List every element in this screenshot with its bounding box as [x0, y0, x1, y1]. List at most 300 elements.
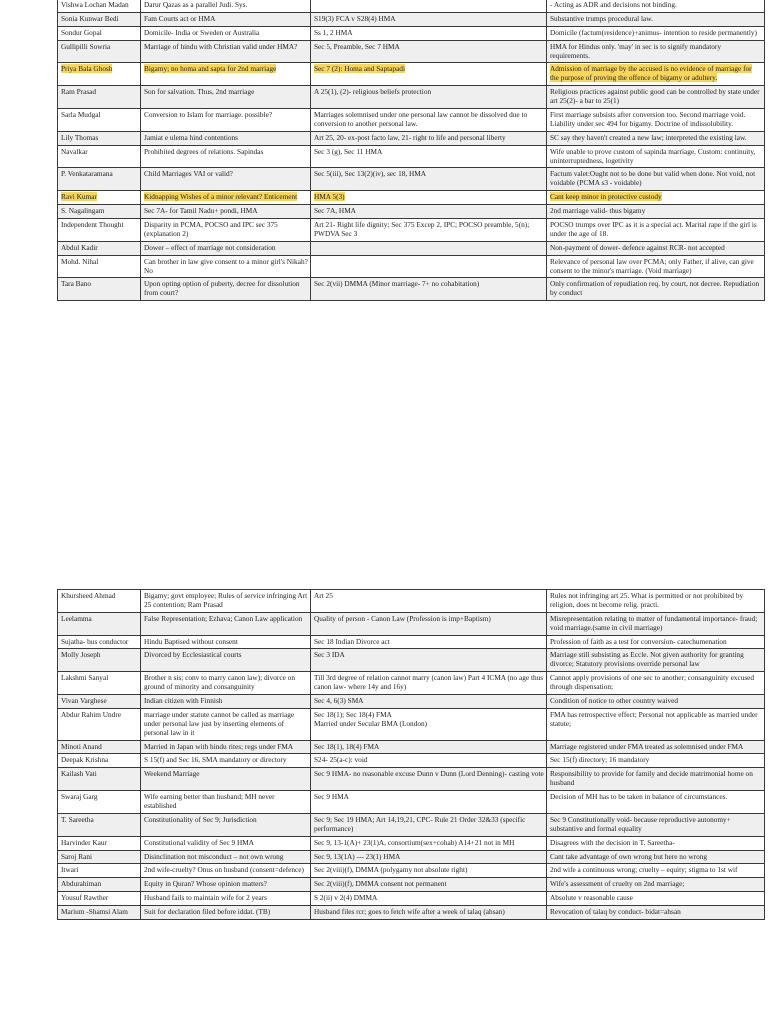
issue-cell [141, 590, 311, 613]
provision-cell-text: Sec 4, 6(3) SMA [314, 696, 364, 706]
holding-cell-text: Revocation of talaq by conduct- bidat=ahsan [550, 907, 681, 917]
holding-cell-text: Cant keep minor in protective custody [550, 192, 662, 202]
case-name-cell-text: Leelamma [61, 613, 92, 623]
provision-cell [311, 906, 547, 920]
issue-cell [141, 109, 311, 132]
provision-cell [311, 191, 547, 205]
table-row [58, 145, 765, 168]
provision-cell-text: Sec 2(viii)(f), DMMA consent not permanent [314, 879, 447, 889]
issue-cell [141, 612, 311, 635]
case-name-cell-text: Saroj Rani [61, 851, 93, 861]
issue-cell-text: Bigamy; no homa and sapta for 2nd marriage [144, 64, 277, 74]
holding-cell [547, 205, 765, 219]
issue-cell-text: Weekend Marriage [144, 769, 200, 779]
issue-cell-text: Constitutionality of Sec 9; Jurisdiction [144, 814, 257, 824]
holding-cell-text: - Acting as ADR and decisions not binding. [550, 0, 677, 9]
holding-cell [547, 26, 765, 40]
case-name-cell-text: Lily Thomas [61, 132, 99, 142]
case-name-cell-text: Independent Thought [61, 220, 124, 230]
provision-cell [311, 708, 547, 740]
case-name-cell-text: Abdul Kadir [61, 242, 98, 252]
table-row [58, 109, 765, 132]
table-row [58, 906, 765, 920]
issue-cell [141, 649, 311, 672]
case-name-cell-text: Swaraj Garg [61, 792, 98, 802]
holding-cell [547, 40, 765, 63]
case-name-cell-text: Minoti Anand [61, 741, 102, 751]
notes-table-page-2 [57, 589, 764, 920]
table-row [58, 219, 765, 242]
issue-cell [141, 255, 311, 278]
provision-cell-text: Sec 5(iii), Sec 13(2)(iv), sec 18, HMA [314, 169, 427, 179]
case-name-cell [58, 131, 141, 145]
issue-cell-text: Upon opting option of puberty, decree for dissolution from court? [144, 279, 300, 298]
issue-cell [141, 754, 311, 768]
provision-cell [311, 695, 547, 709]
provision-cell [311, 241, 547, 255]
case-name-cell [58, 754, 141, 768]
table-row [58, 40, 765, 63]
holding-cell-text: First marriage subsists after conversion too. Second marriage void. Liability under sec 494 for bigamy. Doctrine of indissolubility. [550, 110, 746, 128]
case-name-cell [58, 708, 141, 740]
case-name-cell-text: Sondur Gopal [61, 27, 102, 37]
holding-cell [547, 0, 765, 12]
provision-cell [311, 740, 547, 754]
issue-cell-text: Conversion to Islam for marriage. possible? [144, 110, 273, 120]
provision-cell [311, 109, 547, 132]
issue-cell [141, 241, 311, 255]
issue-cell [141, 892, 311, 906]
case-name-cell-text: Khursheed Ahmad [61, 591, 116, 600]
provision-cell-text: Sec 9, 13(1A) --- 23(1) HMA [314, 851, 401, 861]
case-name-cell-text: Ram Prasad [61, 87, 97, 97]
case-table-top [57, 0, 765, 301]
provision-cell [311, 635, 547, 649]
table-row [58, 205, 765, 219]
holding-cell-text: Sec 9 Constitutionally void- because reproductive autonomy+ substantive and formal equality [550, 814, 731, 833]
holding-cell-text: Relevance of personal law over PCMA; only Father, if alive, can give consent to the minor's marriage. (Void marriage) [550, 256, 754, 275]
issue-cell-text: S 15(f) and Sec 16, SMA mandatory or directory [144, 755, 287, 765]
provision-cell [311, 219, 547, 242]
holding-cell [547, 219, 765, 242]
issue-cell-text: Dower – effect of marriage not consideration [144, 242, 276, 252]
holding-cell-text: Cant take advantage of own wrong but here no wrong [550, 851, 708, 861]
case-name-cell [58, 672, 141, 695]
provision-cell [311, 813, 547, 836]
issue-cell-text: Equity in Quran? Whose opinion matters? [144, 879, 267, 889]
holding-cell-text: Rules not infringing art 25. What is permitted or not prohibited by religion, does nt become relig. practi. [550, 591, 744, 609]
provision-cell [311, 590, 547, 613]
case-name-cell [58, 26, 141, 40]
table-row [58, 813, 765, 836]
holding-cell [547, 850, 765, 864]
table-row [58, 612, 765, 635]
case-name-cell-text: Sarla Mudgal [61, 110, 101, 120]
provision-cell [311, 850, 547, 864]
case-name-cell [58, 635, 141, 649]
holding-cell [547, 791, 765, 814]
holding-cell-text: Condition of notice to other country waived [550, 696, 679, 706]
issue-cell [141, 850, 311, 864]
holding-cell [547, 864, 765, 878]
case-table-bottom [57, 589, 765, 920]
case-name-cell-text: Kailash Vati [61, 769, 97, 779]
table-row [58, 131, 765, 145]
table-row [58, 635, 765, 649]
holding-cell [547, 612, 765, 635]
issue-cell [141, 191, 311, 205]
issue-cell-text: Hindu Baptised without consent [144, 636, 238, 646]
holding-cell [547, 635, 765, 649]
provision-cell-text: A 25(1), (2)- religious beliefs protection [314, 87, 432, 97]
provision-cell-text: Sec 2(vii) DMMA (Minor marriage- 7+ no cohabitation) [314, 279, 480, 289]
provision-cell-text: Sec 7 (2): Homa and Saptapadi [314, 64, 405, 74]
case-name-cell [58, 168, 141, 191]
holding-cell [547, 740, 765, 754]
case-name-cell [58, 219, 141, 242]
issue-cell-text: Darur Qazas as a parallel Judi. Sys. [144, 0, 248, 9]
holding-cell-text: Profession of faith as a test for conversion- catechumenation [550, 636, 727, 646]
provision-cell-text: Sec 9; Sec 19 HMA; Art 14,19,21, CPC- Rule 21 Order 32&33 (specific performance) [314, 814, 526, 833]
provision-cell-text: Sec 9 HMA [314, 792, 349, 802]
case-name-cell-text: Abdurahiman [61, 879, 102, 889]
provision-cell-text: S19(3) FCA v S28(4) HMA [314, 13, 396, 23]
holding-cell [547, 878, 765, 892]
provision-cell-text: Sec 3 IDA [314, 650, 345, 660]
issue-cell [141, 12, 311, 26]
holding-cell-text: 2nd marriage valid- thus bigamy [550, 206, 646, 216]
provision-cell-text: Sec 3 (g), Sec 11 HMA [314, 146, 383, 156]
table-row [58, 590, 765, 613]
case-name-cell-text: Deepak Krishna [61, 755, 109, 765]
issue-cell-text: Wife earning better than husband; MH never established [144, 792, 275, 811]
case-name-cell-text: Mohd. Nihal [61, 256, 99, 266]
holding-cell-text: POCSO trumps over IPC as it is a special act. Marital rape if the girl is under the age of 18. [550, 220, 757, 238]
provision-cell-text: Husband files rcr; goes to fetch wife after a week of talaq (ahsan) [314, 907, 505, 917]
issue-cell-text: Sec 7A- for Tamil Nadu+ pondi, HMA [144, 206, 258, 216]
case-name-cell [58, 791, 141, 814]
issue-cell-text: Child Marriages VAI or valid? [144, 169, 233, 179]
provision-cell-text: Sec 7A, HMA [314, 206, 356, 216]
holding-cell-text: Religious practices against public good can be controlled by state under art 25(2)- a bar to 25(1) [550, 87, 760, 106]
case-name-cell-text: Marium -Shamsi Alam [61, 907, 128, 917]
table-row [58, 26, 765, 40]
holding-cell-text: Wife's assessment of cruelty on 2nd marriage; [550, 879, 685, 889]
case-name-cell [58, 86, 141, 109]
case-name-cell [58, 0, 141, 12]
table-row [58, 0, 765, 12]
case-name-cell-text: Vishwa Lochan Madan [61, 0, 129, 9]
holding-cell-text: Factum valet:Ought not to be done but valid when done. Not void, not voidable (PCMA s3 - voidable) [550, 169, 756, 188]
issue-cell [141, 278, 311, 301]
issue-cell-text: 2nd wife-cruelty? Onus on husband (consent=defence) [144, 865, 304, 875]
issue-cell [141, 40, 311, 63]
issue-cell [141, 672, 311, 695]
issue-cell [141, 791, 311, 814]
holding-cell-text: Misrepresentation relating to matter of fundamental importance- fraud; void marriage.(same in civil marriage) [550, 613, 758, 632]
provision-cell-text: S24- 25(a-c): void [314, 755, 368, 765]
holding-cell [547, 708, 765, 740]
provision-cell [311, 0, 547, 12]
provision-cell-text: Sec 18 Indian Divorce act [314, 636, 390, 646]
provision-cell [311, 26, 547, 40]
table-row [58, 649, 765, 672]
holding-cell-text: Absolute v reasonable cause [550, 893, 633, 903]
provision-cell [311, 278, 547, 301]
issue-cell [141, 86, 311, 109]
provision-cell-text: Sec 5, Preamble, Sec 7 HMA [314, 41, 400, 51]
provision-cell-text: S 2(ii) v 2(4) DMMA [314, 893, 378, 903]
case-name-cell [58, 649, 141, 672]
holding-cell [547, 590, 765, 613]
issue-cell [141, 131, 311, 145]
provision-cell-text: Quality of person - Canon Law (Profession is imp+Baptism) [314, 613, 491, 623]
provision-cell [311, 612, 547, 635]
issue-cell-text: Disinclination not misconduct – not own wrong [144, 851, 284, 861]
holding-cell-text: HMA for Hindus only. 'may' in sec is to signify mandatory requirements. [550, 41, 721, 60]
case-name-cell [58, 740, 141, 754]
holding-cell-text: 2nd wife a continuous wrong; cruelty – equity; stigma to 1st wif [550, 865, 738, 875]
table-row [58, 740, 765, 754]
case-name-cell-text: Tara Bano [61, 279, 92, 289]
case-name-cell-text: Vivan Varghese [61, 696, 107, 706]
provision-cell-text: Sec 9, 13-1(A)+ 23(1)A, consortium(sex+cohab) A14+21 not in MH [314, 837, 515, 847]
case-name-cell [58, 12, 141, 26]
table-row [58, 63, 765, 86]
issue-cell-text: Jamiat e ulema hind contentions [144, 132, 239, 142]
case-name-cell [58, 850, 141, 864]
issue-cell [141, 864, 311, 878]
provision-cell [311, 892, 547, 906]
issue-cell [141, 695, 311, 709]
case-name-cell [58, 145, 141, 168]
issue-cell-text: Bigamy; govt employee; Rules of service infringing Art 25 contention; Ram Prasad [144, 591, 308, 609]
holding-cell-text: Domicile (factum(residence)+animus- intention to reside permanently) [550, 27, 757, 37]
holding-cell [547, 768, 765, 791]
case-name-cell-text: Ravi Kumar [61, 192, 97, 202]
issue-cell-text: Disparity in PCMA, POCSO and IPC sec 375 (explanation 2) [144, 220, 278, 238]
issue-cell [141, 906, 311, 920]
table-row [58, 892, 765, 906]
case-name-cell [58, 255, 141, 278]
case-name-cell [58, 695, 141, 709]
case-name-cell [58, 241, 141, 255]
provision-cell-text: Sec 2(viii)(f), DMMA (polygamy not absolute right) [314, 865, 468, 875]
case-name-cell [58, 109, 141, 132]
case-name-cell-text: S. Nagalingam [61, 206, 105, 216]
case-name-cell-text: Lakshmi Sanyal [61, 673, 109, 683]
case-name-cell [58, 836, 141, 850]
provision-cell-text: Art 25, 20- ex-post facto law, 21- right to life and personal liberty [314, 132, 506, 142]
issue-cell-text: marriage under statute cannot be called as marriage under personal law just by inserting elements of personal law in it [144, 709, 295, 737]
holding-cell [547, 191, 765, 205]
holding-cell [547, 255, 765, 278]
provision-cell [311, 168, 547, 191]
provision-cell [311, 255, 547, 278]
holding-cell [547, 278, 765, 301]
case-name-cell [58, 278, 141, 301]
provision-cell [311, 791, 547, 814]
issue-cell-text: Son for salvation. Thus, 2nd marriage [144, 87, 255, 97]
table-row [58, 864, 765, 878]
provision-cell-text: Till 3rd degree of relation cannot marry (canon law) Part 4 ICMA (no age thus canon law- where 14y and 16y) [314, 673, 544, 692]
provision-cell-text: Marriages solemnised under one personal law cannot be dissolved due to conversion to another personal law. [314, 110, 528, 128]
holding-cell [547, 63, 765, 86]
case-name-cell-text: Yousuf Rawther [61, 893, 109, 903]
issue-cell [141, 63, 311, 86]
provision-cell [311, 672, 547, 695]
case-name-cell [58, 892, 141, 906]
table-row [58, 278, 765, 301]
provision-cell-text: Sec 18(1); Sec 18(4) FMA Married under Secular BMA (London) [314, 709, 428, 728]
table-row [58, 255, 765, 278]
case-name-cell [58, 612, 141, 635]
table-row [58, 850, 765, 864]
case-name-cell [58, 40, 141, 63]
table-row [58, 878, 765, 892]
provision-cell [311, 205, 547, 219]
issue-cell-text: Divorced by Ecclesiastical courts [144, 650, 242, 660]
table-row [58, 754, 765, 768]
case-name-cell-text: P. Venkataramana [61, 169, 113, 179]
case-name-cell-text: Gullipilli Sowria [61, 41, 111, 51]
issue-cell [141, 878, 311, 892]
issue-cell-text: Indian citizen with Finnish [144, 696, 223, 706]
provision-cell [311, 768, 547, 791]
provision-cell [311, 145, 547, 168]
issue-cell [141, 219, 311, 242]
case-name-cell-text: Abdur Rahim Undre [61, 709, 121, 719]
issue-cell [141, 836, 311, 850]
case-name-cell [58, 813, 141, 836]
issue-cell-text: Kidnapping Wishes of a minor relevant? Enticement [144, 192, 298, 202]
table-row [58, 695, 765, 709]
holding-cell [547, 836, 765, 850]
holding-cell [547, 754, 765, 768]
case-name-cell [58, 191, 141, 205]
issue-cell [141, 26, 311, 40]
case-name-cell [58, 590, 141, 613]
holding-cell [547, 649, 765, 672]
case-name-cell [58, 768, 141, 791]
issue-cell [141, 145, 311, 168]
holding-cell [547, 695, 765, 709]
issue-cell [141, 708, 311, 740]
provision-cell [311, 63, 547, 86]
issue-cell [141, 768, 311, 791]
holding-cell-text: SC say they haven't created a new law; interpreted the existing law. [550, 132, 747, 142]
table-row [58, 791, 765, 814]
holding-cell-text: Non-payment of dower- defence against RCR- not accepted [550, 242, 725, 252]
table-row [58, 191, 765, 205]
table-row [58, 12, 765, 26]
case-name-cell-text: Sonia Kunwar Bedi [61, 13, 119, 23]
issue-cell-text: Fam Courts act or HMA [144, 13, 216, 23]
issue-cell-text: Brother n sis; conv to marry canon law); divorce on ground of minority and consanguinity [144, 673, 295, 692]
provision-cell-text: Sec 9 HMA- no reasonable excuse Dunn v Dunn (Lord Denning)- casting vote [314, 769, 544, 779]
provision-cell-text: HMA 5(3) [314, 192, 345, 202]
table-row [58, 672, 765, 695]
case-name-cell-text: Itwari [61, 865, 79, 875]
table-row [58, 86, 765, 109]
issue-cell [141, 813, 311, 836]
holding-cell [547, 168, 765, 191]
provision-cell [311, 864, 547, 878]
case-name-cell [58, 878, 141, 892]
case-name-cell [58, 906, 141, 920]
issue-cell-text: Husband fails to maintain wife for 2 years [144, 893, 267, 903]
holding-cell [547, 145, 765, 168]
case-name-cell-text: Molly Joseph [61, 650, 101, 660]
provision-cell [311, 131, 547, 145]
holding-cell [547, 672, 765, 695]
issue-cell-text: Married in Japan with hindu rites; regs under FMA [144, 741, 294, 751]
holding-cell [547, 109, 765, 132]
issue-cell-text: Domicile- India or Sweden or Australia [144, 27, 260, 37]
provision-cell-text: Ss 1, 2 HMA [314, 27, 353, 37]
case-name-cell-text: Harvinder Kaur [61, 837, 107, 847]
holding-cell-text: Disagrees with the decision in T. Sareetha- [550, 837, 675, 847]
holding-cell-text: Sec 15(f) directory; 16 mandatory [550, 755, 650, 765]
holding-cell-text: Wife unable to prove custom of sapinda marriage. Custom: continuity, uninterruptedness, logetivity [550, 146, 756, 165]
provision-cell [311, 649, 547, 672]
issue-cell-text: Suit for declaration filed before iddat. (TB) [144, 907, 271, 917]
holding-cell-text: Only confirmation of repudiation req. by court, not decree. Repudiation by conduct [550, 279, 760, 298]
holding-cell-text: Cannot apply provisions of one sec to another; consanguinity excused through dispensation; [550, 673, 755, 692]
holding-cell [547, 906, 765, 920]
provision-cell [311, 878, 547, 892]
holding-cell [547, 892, 765, 906]
holding-cell-text: Admission of marriage by the accused is no evidence of marriage for the purpose of proving the offence of bigamy or adultery. [550, 64, 752, 83]
notes-table-page-1 [57, 0, 764, 301]
provision-cell-text: Sec 18(1), 18(4) FMA [314, 741, 380, 751]
issue-cell-text: Marriage of hindu with Christian valid under HMA? [144, 41, 298, 51]
table-row [58, 768, 765, 791]
table-row [58, 708, 765, 740]
holding-cell-text: FMA has retrospective effect; Personal not applicable as married under statute; [550, 709, 758, 728]
issue-cell [141, 740, 311, 754]
holding-cell [547, 241, 765, 255]
issue-cell-text: Prohibited degrees of relations. Sapindas [144, 146, 264, 156]
issue-cell-text: Can brother in law give consent to a minor girl's Nikah? No [144, 256, 308, 275]
case-name-cell [58, 63, 141, 86]
holding-cell [547, 12, 765, 26]
provision-cell-text: Art 25 [314, 591, 333, 600]
case-name-cell [58, 864, 141, 878]
provision-cell [311, 86, 547, 109]
table-row [58, 168, 765, 191]
issue-cell-text: Constitutional validity of Sec 9 HMA [144, 837, 255, 847]
issue-cell-text: False Representation; Ezhava; Canon Law application [144, 613, 303, 623]
case-name-cell-text: Sujatha- bus conductor [61, 636, 129, 646]
issue-cell [141, 635, 311, 649]
holding-cell [547, 86, 765, 109]
holding-cell [547, 131, 765, 145]
issue-cell [141, 0, 311, 12]
table-row [58, 836, 765, 850]
provision-cell [311, 754, 547, 768]
issue-cell [141, 168, 311, 191]
provision-cell [311, 12, 547, 26]
provision-cell-text: Art 21- Right life dignity; Sec 375 Excep 2, IPC; POCSO preamble, 5(n); PWDVA Sec 3 [314, 220, 530, 238]
case-name-cell [58, 205, 141, 219]
provision-cell [311, 836, 547, 850]
table-row [58, 241, 765, 255]
case-name-cell-text: T. Sareetha [61, 814, 94, 824]
holding-cell-text: Responsibility to provide for family and decide matrimonial home on husband [550, 769, 753, 788]
case-name-cell-text: Navalkar [61, 146, 88, 156]
holding-cell-text: Marriage still subsisting as Eccle. Not given authority for granting divorce; Statutory provisions override personal law [550, 650, 744, 669]
